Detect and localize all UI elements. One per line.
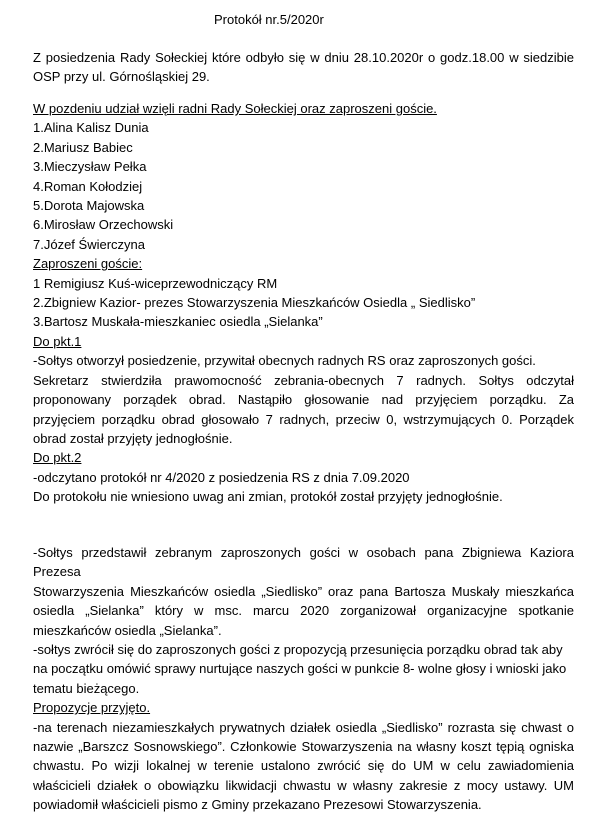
guests-heading: Zaproszeni goście: xyxy=(33,256,143,272)
pkt1-line: Sekretarz stwierdziła prawomocność zebrania-obecnych 7 radnych. Sołtys odczytał xyxy=(33,372,574,388)
guests-intro-line: -Sołtys przedstawił zebranym zaproszonych gości w osobach pana Zbigniewa Kaziora Prezesa xyxy=(33,545,574,580)
document-title: Protokół nr.5/2020r xyxy=(214,12,324,27)
weeds-line: właścicieli działek o obowiązku likwidacji chwastu w własny zakresie z mocy ustawy. UM xyxy=(33,777,574,793)
guest-item: 3.Bartosz Muskała-mieszkaniec osiedla „Sielanka” xyxy=(33,314,323,330)
pkt1-line: proponowany porządek obrad. Nastąpiło głosowanie nad przyjęciem porządku. Za xyxy=(33,392,574,408)
pkt1-line: obrad został przyjęty jednogłośnie. xyxy=(33,430,233,446)
intro-line: OSP przy ul. Górnośląskiej 29. xyxy=(33,69,210,85)
guests-intro-line: Stowarzyszenia Mieszkańców osiedla „Siedlisko” oraz pana Bartosza Muskały mieszkańca xyxy=(33,583,574,599)
pkt1-line: -Sołtys otworzył posiedzenie, przywitał obecnych radnych RS oraz zaproszonych gości. xyxy=(33,353,536,369)
weeds-line: -na terenach niezamieszkałych prywatnych działek osiedla „Siedlisko” rozrasta się chwast o xyxy=(33,719,574,735)
reorder-line: tematu bieżącego. xyxy=(33,680,140,696)
guest-item: 2.Zbigniew Kazior- prezes Stowarzyszenia Mieszkańców Osiedla „ Siedlisko” xyxy=(33,295,476,311)
guests-intro-line: osiedla „Sielanka” który w msc. marcu 2020 zorganizował organizacyjne spotkanie xyxy=(33,603,574,619)
pkt2-line: Do protokołu nie wniesiono uwag ani zmian, protokół został przyjęty jednogłośnie. xyxy=(33,489,503,505)
reorder-line: -sołtys zwrócił się do zaproszonych gości z propozycją przesunięcia porządku obrad tak aby xyxy=(33,642,563,658)
accepted-heading: Propozycje przyjęto. xyxy=(33,700,151,716)
member-item: 4.Roman Kołodziej xyxy=(33,178,143,194)
pkt2-heading: Do pkt.2 xyxy=(33,450,82,466)
member-item: 2.Mariusz Babiec xyxy=(33,139,133,155)
guests-intro-paragraph xyxy=(33,543,574,815)
guest-item: 1 Remigiusz Kuś-wiceprzewodniczący RM xyxy=(33,275,278,291)
member-item: 6.Mirosław Orzechowski xyxy=(33,217,174,233)
weeds-line: powiadomił właścicieli pismo z Gminy przekazano Prezesowi Stowarzyszenia. xyxy=(33,797,482,813)
attendance-heading: W pozdeniu udział wzięli radni Rady Sołeckiej oraz zaproszeni goście. xyxy=(33,101,437,116)
member-item: 1.Alina Kalisz Dunia xyxy=(33,120,149,136)
pkt1-heading: Do pkt.1 xyxy=(33,333,82,349)
member-item: 3.Mieczysław Pełka xyxy=(33,159,147,175)
weeds-line: chwastu. Po wizji lokalnej w terenie ustalono zwrócić się do UM w celu zawiadomienia xyxy=(33,758,574,774)
attendance-section xyxy=(33,99,574,507)
guests-intro-line: mieszkańców osiedla „Sielanka”. xyxy=(33,622,222,638)
pkt2-line: -odczytano protokół nr 4/2020 z posiedzenia RS z dnia 7.09.2020 xyxy=(33,469,410,485)
member-item: 5.Dorota Majowska xyxy=(33,198,145,214)
pkt1-line: przyjęciem porządku obrad głosowało 7 radnych, przeciw 0, wstrzymujących 0. Porządek xyxy=(33,411,574,427)
weeds-line: nazwie „Barszcz Sosnowskiego”. Członkowie Stowarzyszenia na własny koszt tępią ogniska xyxy=(33,739,574,755)
member-item: 7.Józef Świerczyna xyxy=(33,236,145,252)
reorder-line: na początku omówić sprawy nurtujące naszych gości w punkcie 8- wolne głosy i wnioski jako xyxy=(33,661,567,677)
intro-paragraph xyxy=(33,48,574,87)
intro-line: Z posiedzenia Rady Sołeckiej które odbyło się w dniu 28.10.2020r o godz.18.00 w siedzibie xyxy=(33,50,574,65)
